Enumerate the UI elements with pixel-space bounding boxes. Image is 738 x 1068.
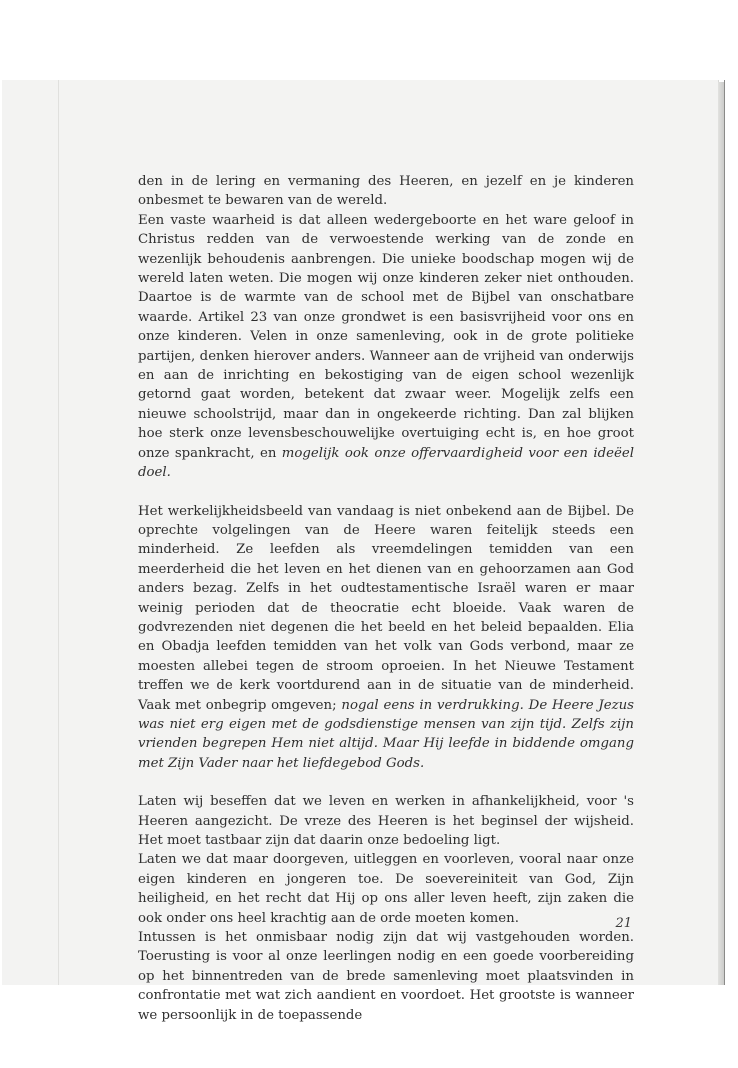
- paragraph-5-text: Laten we dat maar doorgeven, uitleggen en voorleven, vooral naar onze eigen kinderen en jongeren toe. De soevereiniteit van God, Zijn heiligheid, en het recht dat Hij op ons aller leven heeft, zijn zaken die ook onder ons heel krachtig aan de orde moeten komen.: [138, 852, 634, 926]
- paragraph-2-italic: mogelijk ook onze offervaardigheid voor een ideëel doel.: [138, 445, 634, 481]
- paragraph-1-text: den in de lering en vermaning des Heeren, en jezelf en je kinderen onbesmet te bewaren van de wereld.: [138, 174, 634, 209]
- binding-gutter-line: [58, 80, 59, 985]
- paragraph-6: [138, 928, 634, 1025]
- paragraph-6-text: Intussen is het onmisbaar nodig zijn dat wij vastgehouden worden. Toerusting is voor al onze leerlingen nodig en een goede voorbereiding op het binnentreden van de brede samenleving moet plaatsvinden in confrontatie met wat zich aandient en voordoet. Het grootste is wanneer we persoonlijk in de toepassende: [138, 930, 634, 1023]
- paragraph-3: [138, 502, 634, 774]
- page-edge-line: [724, 80, 725, 985]
- paragraph-4: [138, 792, 634, 850]
- paragraph-1: [138, 172, 634, 211]
- body-text: [138, 172, 634, 1025]
- page-number: 21: [615, 916, 632, 931]
- paragraph-5: [138, 850, 634, 928]
- paragraph-2-text: Een vaste waarheid is dat alleen wedergeboorte en het ware geloof in Christus redden van de verwoestende werking van de zonde en wezenlijk behoudenis aanbrengen. Die unieke boodschap mogen wij de wereld laten weten. Die mogen wij onze kinderen zeker niet onthouden. Daartoe is de warmte van de school met de Bijbel van onschatbare waarde. Artikel 23 van onze grondwet is een basisvrijheid voor ons en onze kinderen. Velen in onze samenleving, ook in de grote politieke partijen, denken hierover anders. Wanneer aan de vrijheid van onderwijs en aan de inrichting en bekostiging van de eigen school wezenlijk getornd gaat worden, betekent dat zwaar weer. Mogelijk zelfs een nieuwe schoolstrijd, maar dan in ongekeerde richting. Dan zal blijken hoe sterk onze levensbeschouwelijke overtuiging echt is, en hoe groot onze spankracht, en: [138, 212, 634, 461]
- paragraph-4-text: Laten wij beseffen dat we leven en werken in afhankelijkheid, voor 's Heeren aangezicht. De vreze des Heeren is het beginsel der wijsheid. Het moet tastbaar zijn dat daarin onze bedoeling ligt.: [138, 794, 634, 848]
- paragraph-3-text: Het werkelijkheidsbeeld van vandaag is niet onbekend aan de Bijbel. De oprechte volgelingen van de Heere waren feitelijk steeds een minderheid. Ze leefden als vreemdelingen temidden van een meerderheid die het leven en het dienen van en gehoorzamen aan God anders bezag. Zelfs in het oudtestamentische Israël waren er maar weinig perioden dat de theocratie echt bloeide. Vaak waren de godvrezenden niet degenen die het beeld en het beleid bepaalden. Elia en Obadja leefden temidden van het volk van Gods verbond, maar ze moesten allebei tegen de stroom oproeien. In het Nieuwe Testament treffen we de kerk voortdurend aan in de situatie van de minderheid. Vaak met onbegrip omgeven;: [138, 503, 634, 713]
- paragraph-2: [138, 211, 634, 483]
- paragraph-3-italic: nogal eens in verdrukking. De Heere Jezus was niet erg eigen met de godsdienstige mensen van zijn tijd. Zelfs zijn vrienden begrepen Hem niet altijd. Maar Hij leefde in biddende omgang met Zijn Vader naar het liefdegebod Gods.: [138, 697, 634, 771]
